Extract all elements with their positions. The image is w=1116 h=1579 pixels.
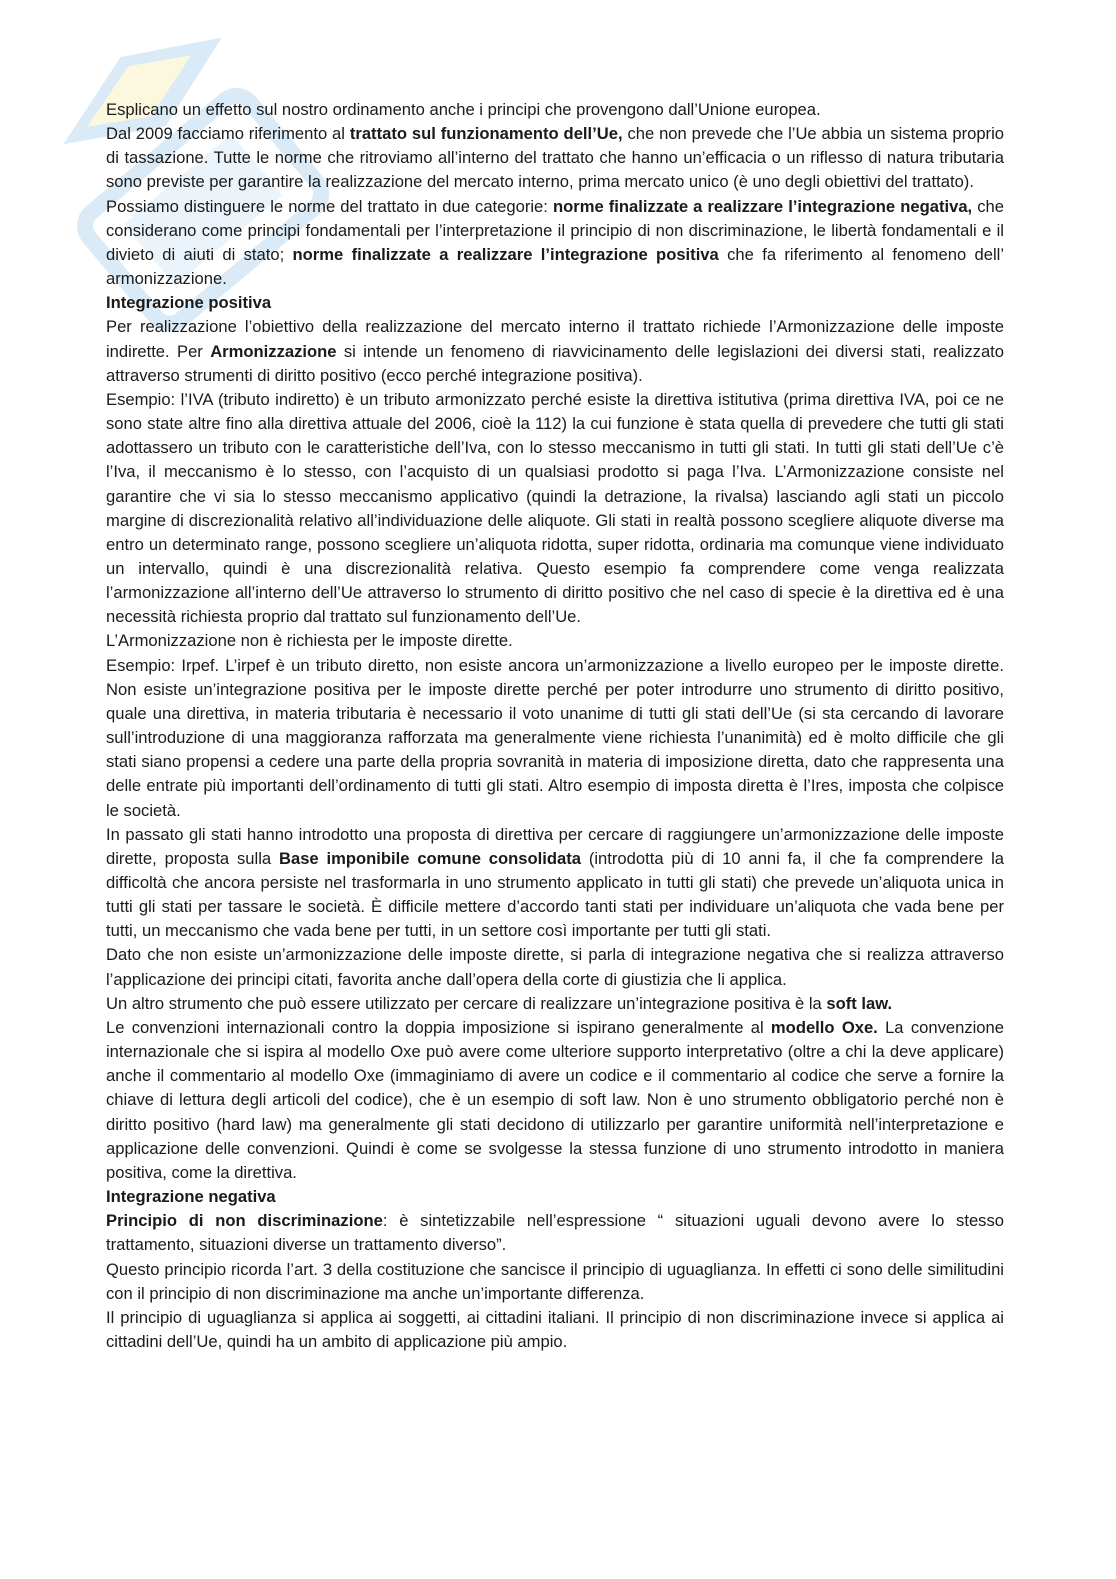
text-run: Per realizzazione l’obiettivo della realizzazione del mercato interno il trattato richiede l’Armonizzazione delle imposte indirette. Per [106,317,1004,361]
section-heading: Integrazione negativa [106,1187,276,1207]
bold-term: Base imponibile comune consolidata [278,848,581,868]
paragraph [106,992,1004,1016]
paragraph [106,1209,1004,1257]
text-run: si intende un fenomeno di riavvicinamento delle legislazioni dei diversi stati, realizzato attraverso strumenti di diritto positivo (ecco perché integrazione positiva). [106,341,1005,385]
bold-term: soft law. [826,993,893,1013]
text-run: Le convenzioni internazionali contro la doppia imposizione si ispirano generalmente al [106,1017,771,1037]
text-run: che fa riferimento al fenomeno dell’ armonizzazione. [106,244,1005,289]
text-run: Dato che non esiste un’armonizzazione delle imposte dirette, si parla di integrazione negativa che si realizza attraverso l’applicazione dei principi citati, favorita anche dall’opera della corte di giustizia che li applica. [106,945,1004,989]
bold-term: modello Oxe. [770,1017,878,1037]
text-run: che non prevede che l’Ue abbia un sistema proprio di tassazione. Tutte le norme che ritroviamo all’interno del trattato che hanno un’efficacia o un riflesso di natura tributaria sono previste per garantire la realizzazione del mercato interno, prima mercato unico (è uno degli obiettivi del trattato). [106,124,1004,192]
paragraph [106,823,1004,944]
text-run: Questo principio ricorda l’art. 3 della costituzione che sancisce il principio di uguaglianza. In effetti ci sono delle similitudini con il principio di non discriminazione ma anche un’importante differenza. [106,1259,1004,1303]
text-run: Possiamo distinguere le norme del trattato in due categorie: [106,196,553,216]
text-run: Esplicano un effetto sul nostro ordinamento anche i principi che provengono dall’Unione europea. [106,100,821,119]
paragraph [106,388,1004,630]
text-run: che considerano come principi fondamentali per l’interpretazione il principio di non discriminazione, le libertà fondamentali e il divieto di aiuti di stato; [106,196,1004,264]
paragraph [106,1306,1004,1354]
text-run: In passato gli stati hanno introdotto una proposta di direttiva per cercare di raggiungere un’armonizzazione delle imposte dirette, proposta sulla [106,824,1004,868]
text-run: La convenzione internazionale che si ispira al modello Oxe può avere come ulteriore supporto interpretativo (oltre a chi la deve applicare) anche il commentario al modello Oxe (immaginiamo di avere un codice e il commentario al codice che serve a fornire la chiave di lettura degli articoli del codice), che è un esempio di soft law. Non è uno strumento obbligatorio perché non è diritto positivo (hard law) ma generalmente gli stati decidono di utilizzarlo per garantire uniformità nell’interpretazione e applicazione delle convenzioni. Quindi è come se svolgesse la stessa funzione di uno strumento introdotto in maniera positiva, come la direttiva. [106,1017,1004,1182]
bold-term: Principio di non discriminazione [106,1211,383,1231]
paragraph [106,122,1004,194]
paragraph [106,98,1004,122]
text-run: Il principio di uguaglianza si applica ai soggetti, ai cittadini italiani. Il principio di non discriminazione invece si applica ai cittadini dell’Ue, quindi ha un ambito di applicazione più ampio. [106,1307,1004,1351]
paragraph [106,1016,1004,1185]
text-run: Esempio: l’IVA (tributo indiretto) è un tributo armonizzato perché esiste la direttiva istitutiva (prima direttiva IVA, poi ce ne sono state altre fino alla direttiva attuale del 2006, cioè la 112) la cui funzione è stata quella di prevedere che tutti gli stati adottassero un tributo con le caratteristiche dell’Iva, con lo stesso meccanismo in tutti gli stati. In tutti gli stati dell’Ue c’è l’Iva, il meccanismo è lo stesso, con l’acquisto di un qualsiasi prodotto si paga l’Iva. L’Armonizzazione consiste nel garantire che vi sia lo stesso meccanismo applicativo (quindi la detrazione, la rivalsa) lasciando agli stati un piccolo margine di discrezionalità relativo all’individuazione delle aliquote. Gli stati in realtà possono scegliere aliquote diverse ma entro un determinato range, possono scegliere un’aliquota ridotta, super ridotta, ordinaria ma comunque viene individuato un intervallo, quindi è una discrezionalità relativa. Questo esempio fa comprendere come venga realizzata l’armonizzazione all’interno dell’Ue attraverso lo strumento di diritto positivo che nel caso di specie è la direttiva ed è una necessità richiesta proprio dal trattato sul funzionamento dell’Ue. [106,389,1004,627]
text-run: (introdotta più di 10 anni fa, il che fa comprendere la difficoltà che ancora persiste nel trasformarla in uno strumento applicato in tutti gli stati) che prevede un’aliquota unica in tutti gli stati per tassare le società. È difficile mettere d’accordo tanti stati per individuare un’aliquota che vada bene per tutti, un meccanismo che vada bene per tutti, in un settore così importante per tutti gli stati. [106,848,1005,941]
text-run: : è sintetizzabile nell’espressione “ situazioni uguali devono avere lo stesso trattamento, situazioni diverse un trattamento diverso”. [106,1211,1005,1255]
text-run: Un altro strumento che può essere utilizzato per cercare di realizzare un’integrazione positiva è la [106,993,827,1013]
paragraph [106,654,1004,823]
paragraph [106,943,1004,991]
bold-term: norme finalizzate a realizzare l’integrazione positiva [292,244,719,264]
text-run: L’Armonizzazione non è richiesta per le imposte dirette. [106,631,513,651]
paragraph [106,1258,1004,1306]
paragraph [106,629,1004,653]
paragraph [106,315,1004,387]
bold-term: Armonizzazione [210,341,337,361]
document-body [106,98,1004,1354]
section-heading: Integrazione positiva [106,293,272,313]
paragraph [106,195,1004,292]
text-run: Dal 2009 facciamo riferimento al [106,124,350,144]
text-run: Esempio: Irpef. L’irpef è un tributo diretto, non esiste ancora un’armonizzazione a livello europeo per le imposte dirette. Non esiste un’integrazione positiva per le imposte dirette perché per poter introdurre uno strumento di diritto positivo, quale una direttiva, in materia tributaria è necessario il voto unanime di tutti gli stati dell’Ue (si sta cercando di lavorare sull’introduzione di una maggioranza rafforzata ma generalmente viene richiesta l’unanimità) ed è molto difficile che gli stati siano propensi a cedere una parte della propria sovranità in materia di imposizione diretta, dato che rappresenta una delle entrate più importanti dell’ordinamento di tutti gli stati. Altro esempio di imposta diretta è l’Ires, imposta che colpisce le società. [106,655,1004,820]
bold-term: norme finalizzate a realizzare l’integrazione negativa, [552,196,973,216]
bold-term: trattato sul funzionamento dell’Ue, [349,124,623,144]
